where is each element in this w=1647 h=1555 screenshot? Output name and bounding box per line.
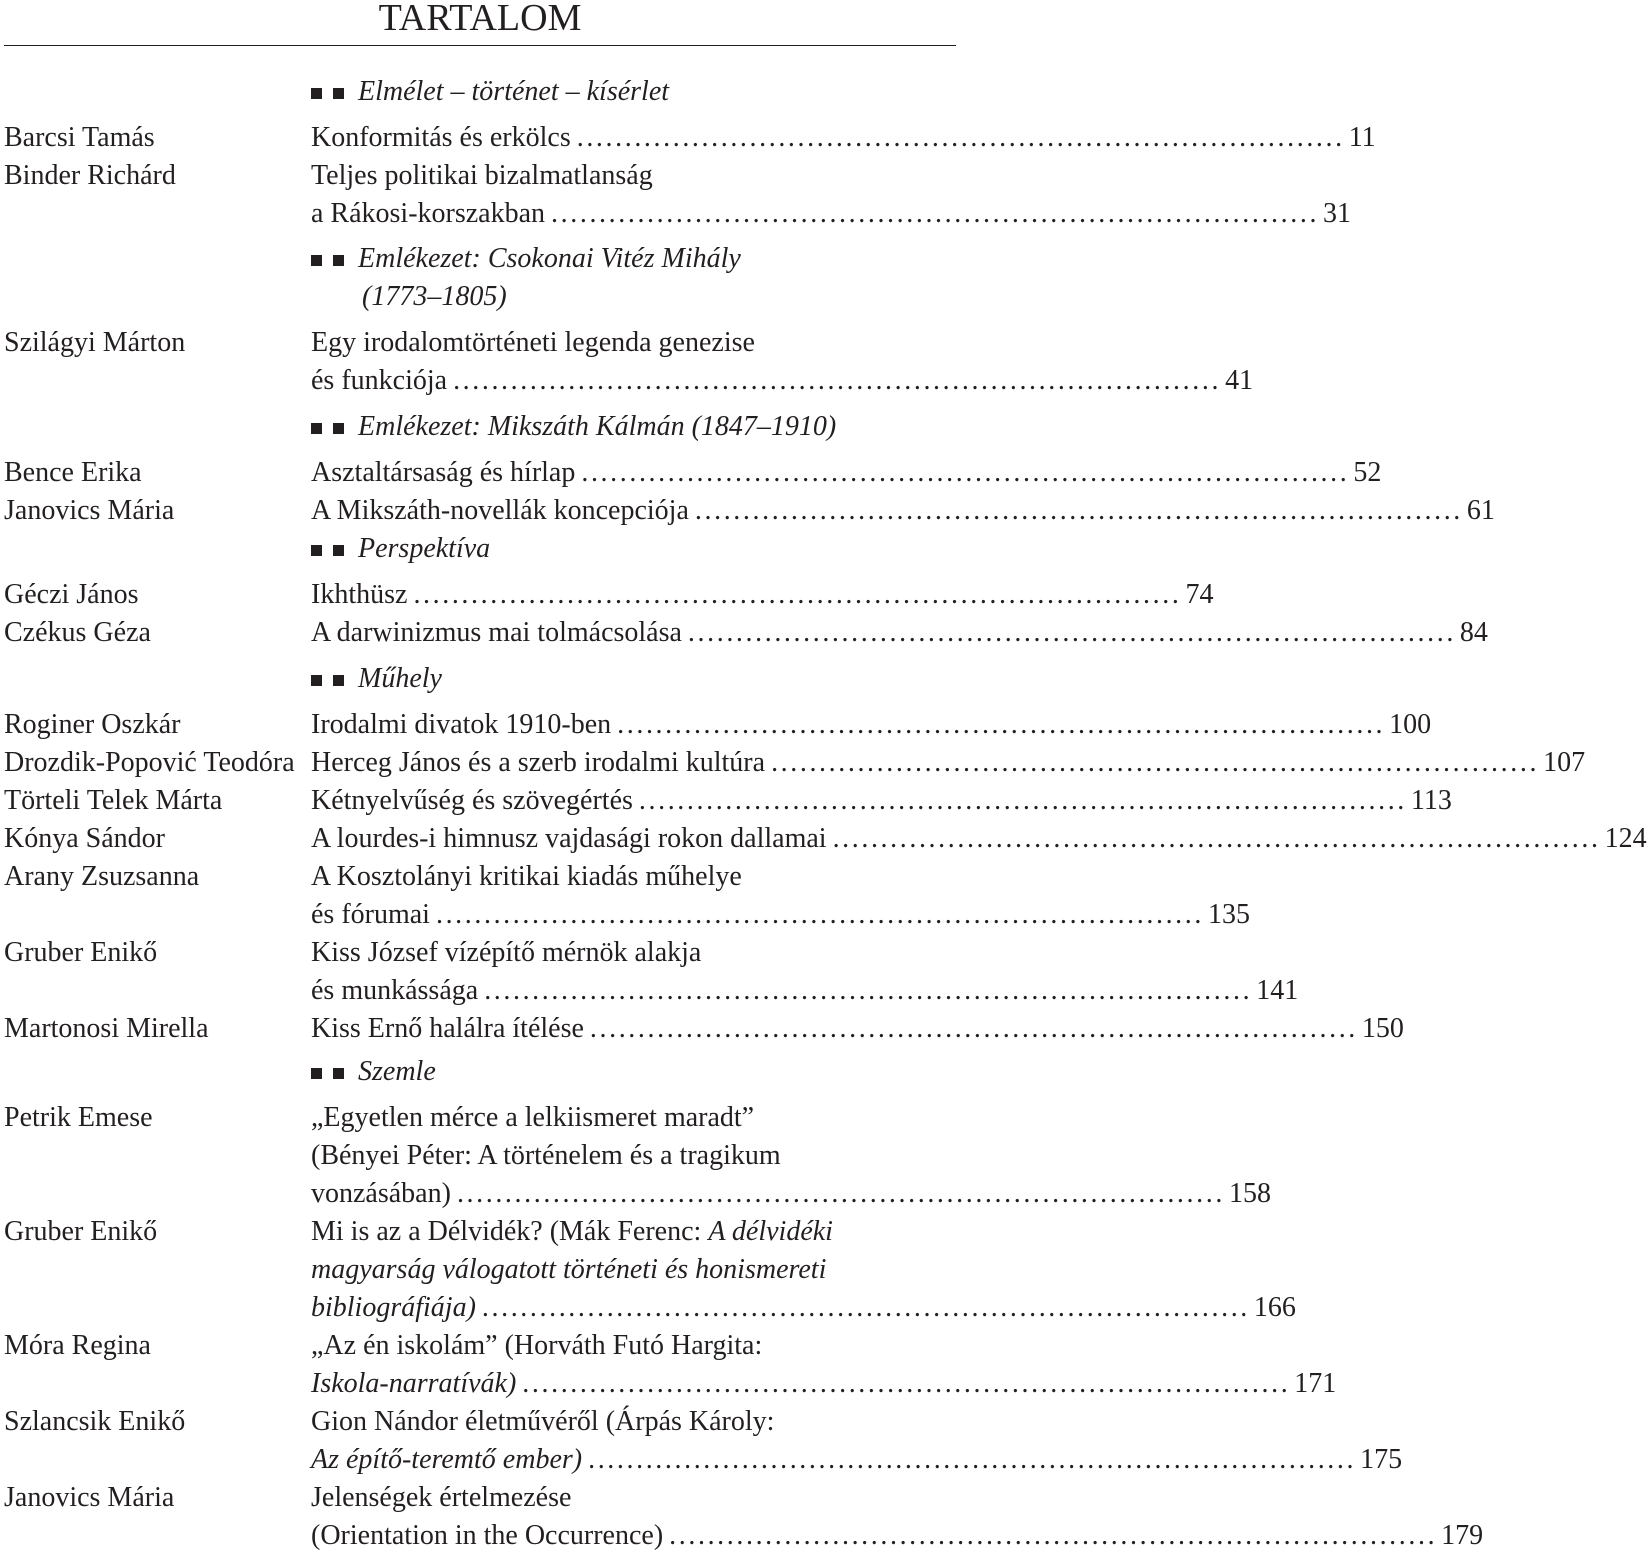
section-label: Szemle	[358, 1056, 436, 1087]
dot-leader: ................................................................................	[638, 785, 1407, 816]
entry-author: Szilágyi Márton	[4, 327, 186, 358]
page-number: 135	[1207, 899, 1250, 930]
entry-title-line	[311, 706, 1432, 744]
dot-leader: ................................................................................	[581, 457, 1350, 488]
entry-title	[311, 614, 1488, 652]
title-segment: Jelenségek értelmezése	[311, 1482, 572, 1513]
toc-entry[interactable]	[0, 324, 1254, 400]
title-segment: Gion Nándor életművéről (Árpás Károly:	[311, 1406, 775, 1437]
title-segment: A lourdes-i himnusz vajdasági rokon dallamai	[311, 823, 827, 854]
entry-title	[311, 706, 1432, 744]
section-heading	[311, 408, 836, 446]
dot-leader: ................................................................................	[589, 1013, 1358, 1044]
entry-title	[311, 934, 1299, 1010]
title-segment: Mi is az a Délvidék? (Mák Ferenc:	[311, 1216, 709, 1247]
entry-author: Bence Erika	[4, 457, 142, 488]
page-number: 179	[1441, 1520, 1484, 1551]
dot-leader: ................................................................................	[771, 747, 1540, 778]
page-number: 84	[1459, 617, 1488, 648]
entry-title	[311, 1010, 1404, 1048]
title-segment: Iskola-narratívák)	[311, 1368, 517, 1399]
entry-title-line	[311, 1251, 949, 1289]
title-segment: A darwinizmus mai tolmácsolása	[311, 617, 682, 648]
entry-title-text	[311, 362, 447, 400]
entry-author: Martonosi Mirella	[4, 1013, 209, 1044]
entry-title	[311, 492, 1495, 530]
entry-title-text	[311, 1213, 833, 1251]
dot-leader: ................................................................................	[522, 1368, 1291, 1399]
entry-title-text	[311, 195, 545, 233]
dot-leader: ................................................................................	[588, 1444, 1357, 1475]
entry-title-text	[311, 896, 430, 934]
title-divider	[4, 45, 956, 46]
dot-leader: ................................................................................	[617, 709, 1386, 740]
dot-leader: ................................................................................	[435, 899, 1204, 930]
section-label: Perspektíva	[358, 533, 491, 564]
entry-author: Barcsi Tamás	[4, 122, 155, 153]
entry-title-line	[311, 1327, 949, 1365]
entry-title-line	[311, 1517, 1484, 1555]
square-bullet-icon	[311, 545, 322, 556]
section-heading	[311, 530, 490, 568]
entry-author: Janovics Mária	[4, 1482, 175, 1513]
toc-entry[interactable]	[0, 1479, 1484, 1555]
entry-title-text	[311, 744, 765, 782]
entry-title-line	[311, 614, 1488, 652]
entry-title-text	[311, 782, 633, 820]
entry-title	[311, 119, 1376, 157]
entry-title-line	[311, 157, 949, 195]
entry-title	[311, 1327, 1337, 1403]
toc-entry[interactable]	[0, 820, 1647, 858]
entry-title-text	[311, 934, 701, 972]
page-number: 171	[1294, 1368, 1337, 1399]
dot-leader: ................................................................................	[453, 365, 1222, 396]
entry-title	[311, 324, 1254, 400]
page-title: TARTALOM	[378, 0, 582, 39]
entry-author: Móra Regina	[4, 1330, 151, 1361]
toc-entry[interactable]	[0, 1010, 1404, 1048]
entry-title-line	[311, 492, 1495, 530]
square-bullet-icon	[311, 88, 322, 99]
entry-title-line	[311, 782, 1452, 820]
entry-title-line	[311, 1137, 949, 1175]
dot-leader: ................................................................................	[484, 975, 1253, 1006]
title-segment: A délvidéki	[708, 1216, 833, 1247]
title-segment: Asztaltársaság és hírlap	[311, 457, 576, 488]
toc-entry[interactable]	[0, 744, 1586, 782]
entry-title-text	[311, 706, 611, 744]
entry-title-text	[311, 119, 571, 157]
square-bullet-icon	[311, 255, 322, 266]
entry-title-line	[311, 1365, 1337, 1403]
entry-title-line	[311, 324, 949, 362]
title-segment: Kiss Ernő halálra ítélése	[311, 1013, 584, 1044]
toc-entry[interactable]	[0, 614, 1488, 652]
entry-title	[311, 157, 1352, 233]
dot-leader: ................................................................................	[832, 823, 1601, 854]
entry-title-text	[311, 157, 653, 195]
title-segment: magyarság válogatott történeti és honismereti	[311, 1254, 827, 1285]
entry-title-line	[311, 820, 1647, 858]
square-bullet-icon	[311, 1068, 322, 1079]
section-label: Elmélet – történet – kísérlet	[358, 76, 670, 107]
section-heading	[311, 73, 669, 111]
entry-title-line	[311, 1099, 949, 1137]
entry-title-text	[311, 972, 478, 1010]
page-number: 107	[1543, 747, 1586, 778]
page-number: 150	[1361, 1013, 1404, 1044]
toc-entry[interactable]	[0, 782, 1452, 820]
section-heading	[311, 1053, 436, 1091]
title-segment: Egy irodalomtörténeti legenda genezise	[311, 327, 755, 358]
entry-title-text	[311, 1099, 754, 1137]
entry-title-line	[311, 1403, 949, 1441]
section-label: Műhely	[358, 663, 442, 694]
page-number: 31	[1323, 198, 1352, 229]
toc-entry[interactable]	[0, 1099, 1271, 1213]
dot-leader: ................................................................................	[481, 1292, 1250, 1323]
entry-title	[311, 454, 1382, 492]
entry-title	[311, 782, 1452, 820]
entry-title-line	[311, 896, 1250, 934]
square-bullet-icon	[311, 675, 322, 686]
page-number: 141	[1256, 975, 1299, 1006]
toc-entry[interactable]	[0, 492, 1495, 530]
entry-title-line	[311, 744, 1586, 782]
title-segment: A Kosztolányi kritikai kiadás műhelye	[311, 861, 742, 892]
toc-entry[interactable]	[0, 454, 1382, 492]
entry-author: Gruber Enikő	[4, 1216, 158, 1247]
entry-title-line	[311, 576, 1214, 614]
toc-entry[interactable]	[0, 1213, 1296, 1327]
entry-title	[311, 1479, 1484, 1555]
dot-leader: ................................................................................	[687, 617, 1456, 648]
title-segment: bibliográfiája)	[311, 1292, 476, 1323]
entry-author: Janovics Mária	[4, 495, 175, 526]
square-bullet-icon	[333, 423, 344, 434]
page-number: 74	[1185, 579, 1214, 610]
title-segment: és fórumai	[311, 899, 430, 930]
entry-title-line	[311, 119, 1376, 157]
toc-entry[interactable]	[0, 119, 1376, 157]
entry-title-text	[311, 1289, 476, 1327]
page-number: 158	[1228, 1178, 1271, 1209]
toc-entry[interactable]	[0, 157, 1352, 233]
section-heading-continuation: (1773–1805)	[362, 281, 507, 312]
entry-title-text	[311, 820, 827, 858]
square-bullet-icon	[333, 1068, 344, 1079]
title-segment: és munkássága	[311, 975, 479, 1006]
entry-title-text	[311, 492, 689, 530]
title-segment: Konformitás és erkölcs	[311, 122, 571, 153]
entry-title-text	[311, 1517, 663, 1555]
entry-title-text	[311, 454, 575, 492]
entry-author: Arany Zsuzsanna	[4, 861, 200, 892]
entry-title-text	[311, 1365, 516, 1403]
dot-leader: ................................................................................	[456, 1178, 1225, 1209]
entry-title	[311, 858, 1250, 934]
entry-title	[311, 1403, 1403, 1479]
title-segment: Kiss József vízépítő mérnök alakja	[311, 937, 702, 968]
title-segment: a Rákosi-korszakban	[311, 198, 546, 229]
title-segment: Az építő-teremtő ember)	[311, 1444, 583, 1475]
entry-title-text	[311, 614, 682, 652]
entry-title-text	[311, 1175, 451, 1213]
square-bullet-icon	[333, 545, 344, 556]
entry-title-line	[311, 1213, 949, 1251]
title-segment: Ikhthüsz	[311, 579, 408, 610]
toc-entry[interactable]	[0, 1403, 1403, 1479]
title-segment: Teljes politikai bizalmatlanság	[311, 160, 653, 191]
title-segment: (Bényei Péter: A történelem és a tragikum	[311, 1140, 781, 1171]
section-label: Emlékezet: Csokonai Vitéz Mihály	[358, 243, 741, 274]
section-heading	[311, 660, 442, 698]
page-number: 100	[1389, 709, 1432, 740]
entry-title	[311, 1099, 1271, 1213]
entry-author: Binder Richárd	[4, 160, 176, 191]
page-number: 175	[1360, 1444, 1403, 1475]
title-segment: (Orientation in the Occurrence)	[311, 1520, 664, 1551]
section-heading	[311, 240, 741, 278]
entry-title-line	[311, 1175, 1271, 1213]
entry-author: Roginer Oszkár	[4, 709, 181, 740]
dot-leader: ................................................................................	[694, 495, 1463, 526]
title-segment: Herceg János és a szerb irodalmi kultúra	[311, 747, 766, 778]
page-number: 61	[1466, 495, 1495, 526]
entry-author: Kónya Sándor	[4, 823, 165, 854]
square-bullet-icon	[333, 88, 344, 99]
entry-title-line	[311, 858, 949, 896]
entry-title-line	[311, 972, 1299, 1010]
entry-title-text	[311, 1441, 582, 1479]
title-segment: és funkciója	[311, 365, 448, 396]
entry-author: Törteli Telek Márta	[4, 785, 223, 816]
entry-title-text	[311, 1251, 826, 1289]
entry-author: Czékus Géza	[4, 617, 151, 648]
entry-title-text	[311, 1403, 774, 1441]
toc-entry[interactable]	[0, 858, 1250, 934]
entry-title-line	[311, 1479, 949, 1517]
entry-title-line	[311, 1289, 1296, 1327]
entry-title-text	[311, 576, 407, 614]
title-segment: vonzásában)	[311, 1178, 451, 1209]
toc-entry[interactable]	[0, 706, 1432, 744]
dot-leader: ................................................................................	[576, 122, 1345, 153]
dot-leader: ................................................................................	[669, 1520, 1438, 1551]
title-segment: Irodalmi divatok 1910-ben	[311, 709, 612, 740]
square-bullet-icon	[333, 255, 344, 266]
entry-title-text	[311, 1479, 571, 1517]
square-bullet-icon	[333, 675, 344, 686]
page-number: 113	[1410, 785, 1452, 816]
square-bullet-icon	[311, 423, 322, 434]
page-number: 11	[1348, 122, 1376, 153]
toc-entry[interactable]	[0, 576, 1214, 614]
dot-leader: ................................................................................	[551, 198, 1320, 229]
page-number: 52	[1353, 457, 1382, 488]
entry-title-text	[311, 1137, 781, 1175]
entry-title-text	[311, 858, 742, 896]
section-label: Emlékezet: Mikszáth Kálmán (1847–1910)	[358, 411, 837, 442]
entry-title-text	[311, 1327, 762, 1365]
entry-title-text	[311, 1010, 584, 1048]
page-number: 124	[1604, 823, 1647, 854]
entry-title	[311, 744, 1586, 782]
entry-author: Gruber Enikő	[4, 937, 158, 968]
entry-title-line	[311, 195, 1352, 233]
entry-title	[311, 576, 1214, 614]
entry-title-line	[311, 1010, 1404, 1048]
page-number: 41	[1225, 365, 1254, 396]
title-segment: „Az én iskolám” (Horváth Futó Hargita:	[311, 1330, 763, 1361]
toc-entry[interactable]	[0, 1327, 1337, 1403]
entry-title-text	[311, 324, 755, 362]
entry-title-line	[311, 454, 1382, 492]
page-number: 166	[1253, 1292, 1296, 1323]
title-segment: A Mikszáth-novellák koncepciója	[311, 495, 689, 526]
entry-author: Drozdik-Popović Teodóra	[4, 747, 295, 778]
entry-title-line	[311, 1441, 1403, 1479]
dot-leader: ................................................................................	[413, 579, 1182, 610]
toc-entry[interactable]	[0, 934, 1299, 1010]
entry-title	[311, 820, 1647, 858]
entry-title-line	[311, 934, 949, 972]
entry-title	[311, 1213, 1296, 1327]
title-segment: „Egyetlen mérce a lelkiismeret maradt”	[311, 1102, 755, 1133]
title-segment: Kétnyelvűség és szövegértés	[311, 785, 633, 816]
entry-author: Géczi János	[4, 579, 139, 610]
entry-title-line	[311, 362, 1254, 400]
entry-author: Petrik Emese	[4, 1102, 153, 1133]
entry-author: Szlancsik Enikő	[4, 1406, 186, 1437]
